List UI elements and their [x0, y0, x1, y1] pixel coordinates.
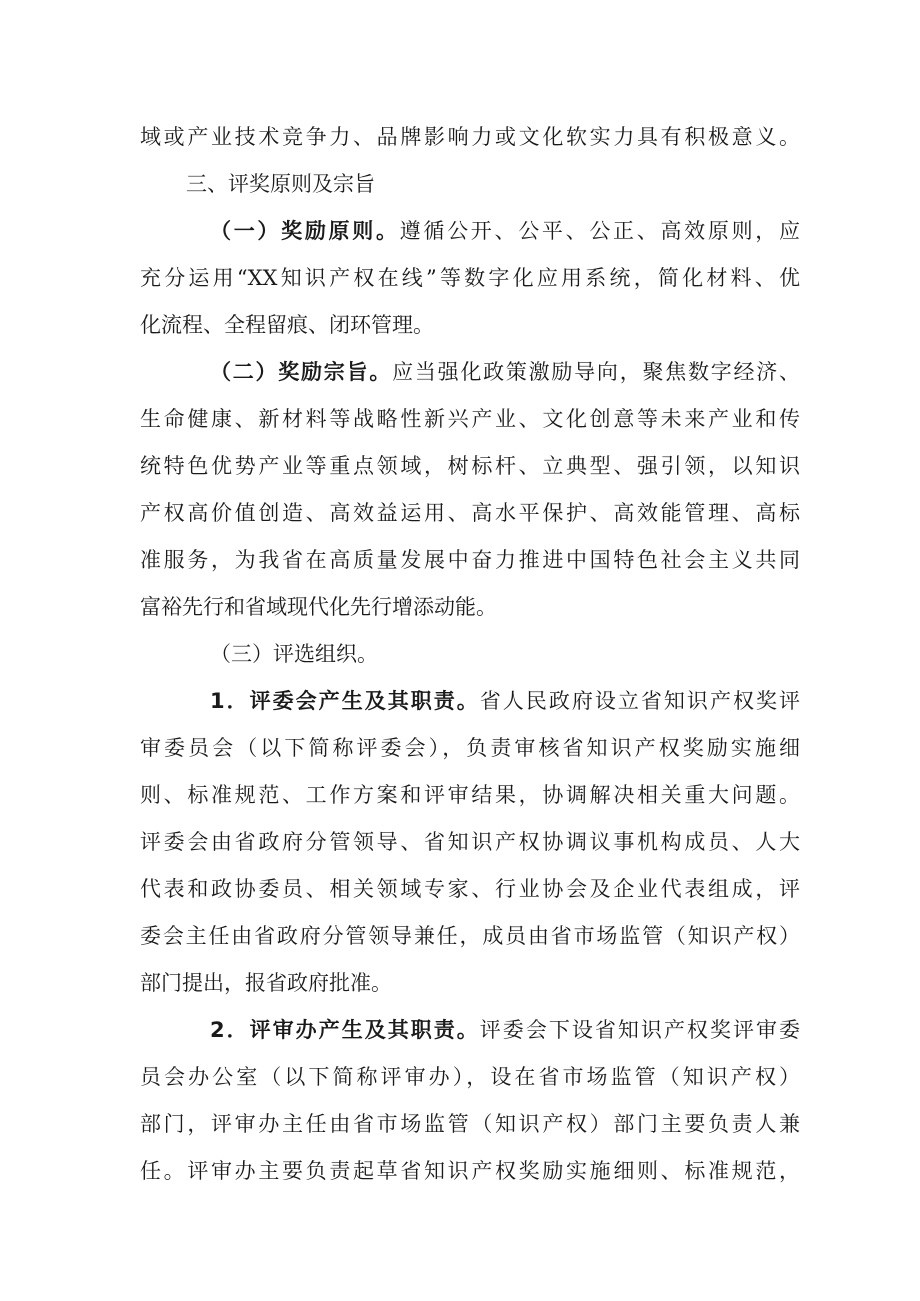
subheading-label: 2．评审办产生及其职责。	[210, 1018, 480, 1042]
paragraph-line: 任。评审办主要负责起草省知识产权奖励实施细则、标准规范，	[140, 1159, 800, 1183]
subheading-label: 1．评委会产生及其职责。	[210, 689, 480, 713]
paragraph-line: 准服务，为我省在高质量发展中奋力推进中国特色社会主义共同	[140, 548, 800, 572]
paragraph-text: 评委会下设省知识产权奖评审委	[479, 1018, 800, 1042]
paragraph-line: 审委员会（以下简称评委会），负责审核省知识产权奖励实施细	[140, 736, 800, 760]
paragraph-line: 域或产业技术竞争力、品牌影响力或文化软实力具有积极意义。	[140, 125, 800, 149]
paragraph-text: 省人民政府设立省知识产权奖评	[479, 689, 800, 713]
paragraph-line	[210, 211, 800, 251]
subsection-heading: （三）评选组织。	[210, 642, 378, 666]
paragraph-line: 评委会由省政府分管领导、省知识产权协调议事机构成员、人大	[140, 830, 800, 854]
paragraph-line	[210, 681, 800, 721]
paragraph-line	[210, 352, 800, 392]
paragraph-line: 委会主任由省政府分管领导兼任，成员由省市场监管（知识产权）	[140, 924, 800, 948]
paragraph-line: 代表和政协委员、相关领域专家、行业协会及企业代表组成，评	[140, 877, 800, 901]
paragraph-line: 员会办公室（以下简称评审办），设在省市场监管（知识产权）	[140, 1065, 800, 1089]
paragraph-line: 部门提出，报省政府批准。	[140, 971, 392, 995]
paragraph-line: 化流程、全程留痕、闭环管理。	[140, 313, 434, 337]
paragraph-line: 生命健康、新材料等战略性新兴产业、文化创意等未来产业和传	[140, 407, 800, 431]
section-heading: 三、评奖原则及宗旨	[186, 172, 375, 196]
paragraph-line: 充分运用“XX知识产权在线”等数字化应用系统，简化材料、优	[140, 266, 800, 290]
subheading-label: （一）奖励原则。	[210, 219, 400, 243]
paragraph-line: 产权高价值创造、高效益运用、高水平保护、高效能管理、高标	[140, 501, 800, 525]
paragraph-line: 部门，评审办主任由省市场监管（知识产权）部门主要负责人兼	[140, 1112, 800, 1136]
paragraph-line: 富裕先行和省域现代化先行增添动能。	[140, 595, 497, 619]
paragraph-line	[210, 1010, 800, 1050]
paragraph-text: 遵循公开、公平、公正、高效原则，应	[399, 219, 800, 243]
paragraph-text: 应当强化政策激励导向，聚焦数字经济、	[392, 360, 800, 384]
subheading-label: （二）奖励宗旨。	[210, 360, 393, 384]
paragraph-line: 则、标准规范、工作方案和评审结果，协调解决相关重大问题。	[140, 783, 800, 807]
paragraph-line: 统特色优势产业等重点领域，树标杆、立典型、强引领，以知识	[140, 454, 800, 478]
